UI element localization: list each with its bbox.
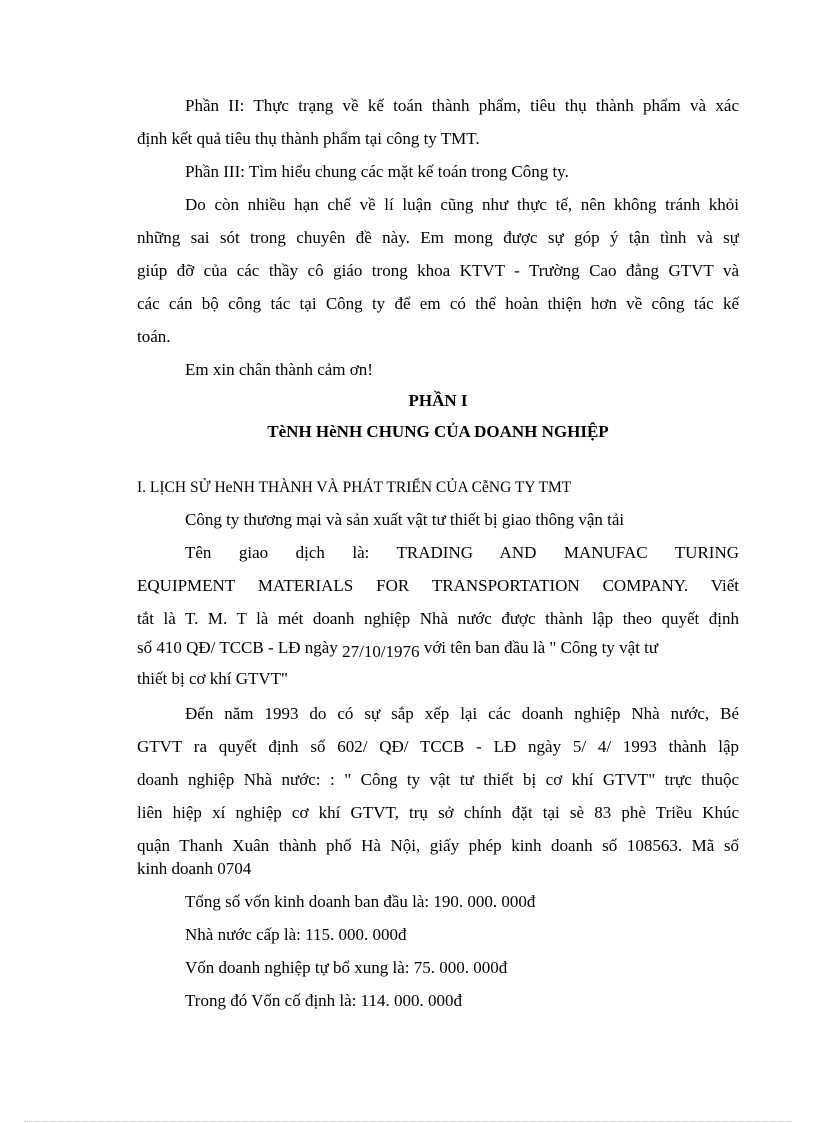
trade-name-line1: Tên giao dịch là: TRADING AND MANUFAC TURING: [185, 543, 739, 562]
thanks-line: Em xin chân thành cảm ơn!: [185, 360, 373, 379]
founding-date: 27/10/1976: [342, 642, 420, 661]
paragraph-part2-line1: Phần II: Thực trạng về kế toán thành phẩm, tiêu thụ thành phẩm và xác: [185, 96, 739, 115]
decision-line: [137, 637, 739, 659]
paragraph-limits-line1: Do còn nhiều hạn chế về lí luận cũng như thực tế, nên không tránh khỏi: [185, 195, 739, 214]
capital-fixed: Trong đó Vốn cố định là: 114. 000. 000đ: [185, 991, 463, 1010]
decision-text: số 410 QĐ/ TCCB - LĐ ngày: [137, 638, 338, 657]
reorg-line5: quận Thanh Xuân thành phố Hà Nội, giấy phép kinh doanh số 108563. Mã số: [137, 836, 739, 855]
capital-self: Vốn doanh nghiệp tự bổ xung là: 75. 000. 000đ: [185, 958, 508, 977]
part-title: PHẦN I: [408, 391, 468, 410]
paragraph-limits-line3: giúp đỡ của các thầy cô giáo trong khoa KTVT - Trường Cao đẳng GTVT và: [137, 261, 739, 280]
paragraph-limits-line5: toán.: [137, 327, 171, 346]
reorg-line6: kinh doanh 0704: [137, 859, 252, 878]
paragraph-part3: Phần III: Tìm hiểu chung các mặt kế toán trong Công ty.: [185, 162, 569, 181]
paragraph-limits-line2: những sai sót trong chuyên đề này. Em mong được sự góp ý tận tình và sự: [137, 228, 739, 247]
original-name-text: với tên ban đầu là " Công ty vật tư: [423, 638, 659, 657]
section-heading: I. LỊCH SỬ HeNH THÀNH VÀ PHÁT TRIỂN CỦA CễNG TY TMT: [137, 479, 572, 496]
trade-name-line3: tắt là T. M. T là mét doanh nghiệp Nhà nước được thành lập theo quyết định: [137, 609, 739, 628]
reorg-line1: Đến năm 1993 do có sự sắp xếp lại các doanh nghiệp Nhà nước, Bé: [185, 704, 739, 723]
trade-name-line2: EQUIPMENT MATERIALS FOR TRANSPORTATION COMPANY. Viết: [137, 576, 739, 595]
reorg-line3: doanh nghiệp Nhà nước: : " Công ty vật tư thiết bị cơ khí GTVT" trực thuộc: [137, 770, 739, 789]
company-name-line: Công ty thương mại và sản xuất vật tư thiết bị giao thông vận tải: [185, 510, 625, 529]
capital-total: Tổng số vốn kinh doanh ban đầu là: 190. 000. 000đ: [185, 892, 536, 911]
reorg-line2: GTVT ra quyết định số 602/ QĐ/ TCCB - LĐ ngày 5/ 4/ 1993 thành lập: [137, 737, 739, 756]
capital-state: Nhà nước cấp là: 115. 000. 000đ: [185, 925, 407, 944]
part-subtitle: TèNH HèNH CHUNG CỦA DOANH NGHIỆP: [267, 422, 609, 441]
reorg-line4: liên hiệp xí nghiệp cơ khí GTVT, trụ sở chính đặt tại sè 83 phè Triều Khúc: [137, 803, 739, 822]
paragraph-part2-line2: định kết quả tiêu thụ thành phẩm tại công ty TMT.: [137, 129, 480, 148]
paragraph-limits-line4: các cán bộ công tác tại Công ty để em có thể hoàn thiện hơn về công tác kế: [137, 294, 739, 313]
original-name-line2: thiết bị cơ khí GTVT": [137, 669, 288, 688]
page-bottom-rule: [24, 1121, 792, 1122]
